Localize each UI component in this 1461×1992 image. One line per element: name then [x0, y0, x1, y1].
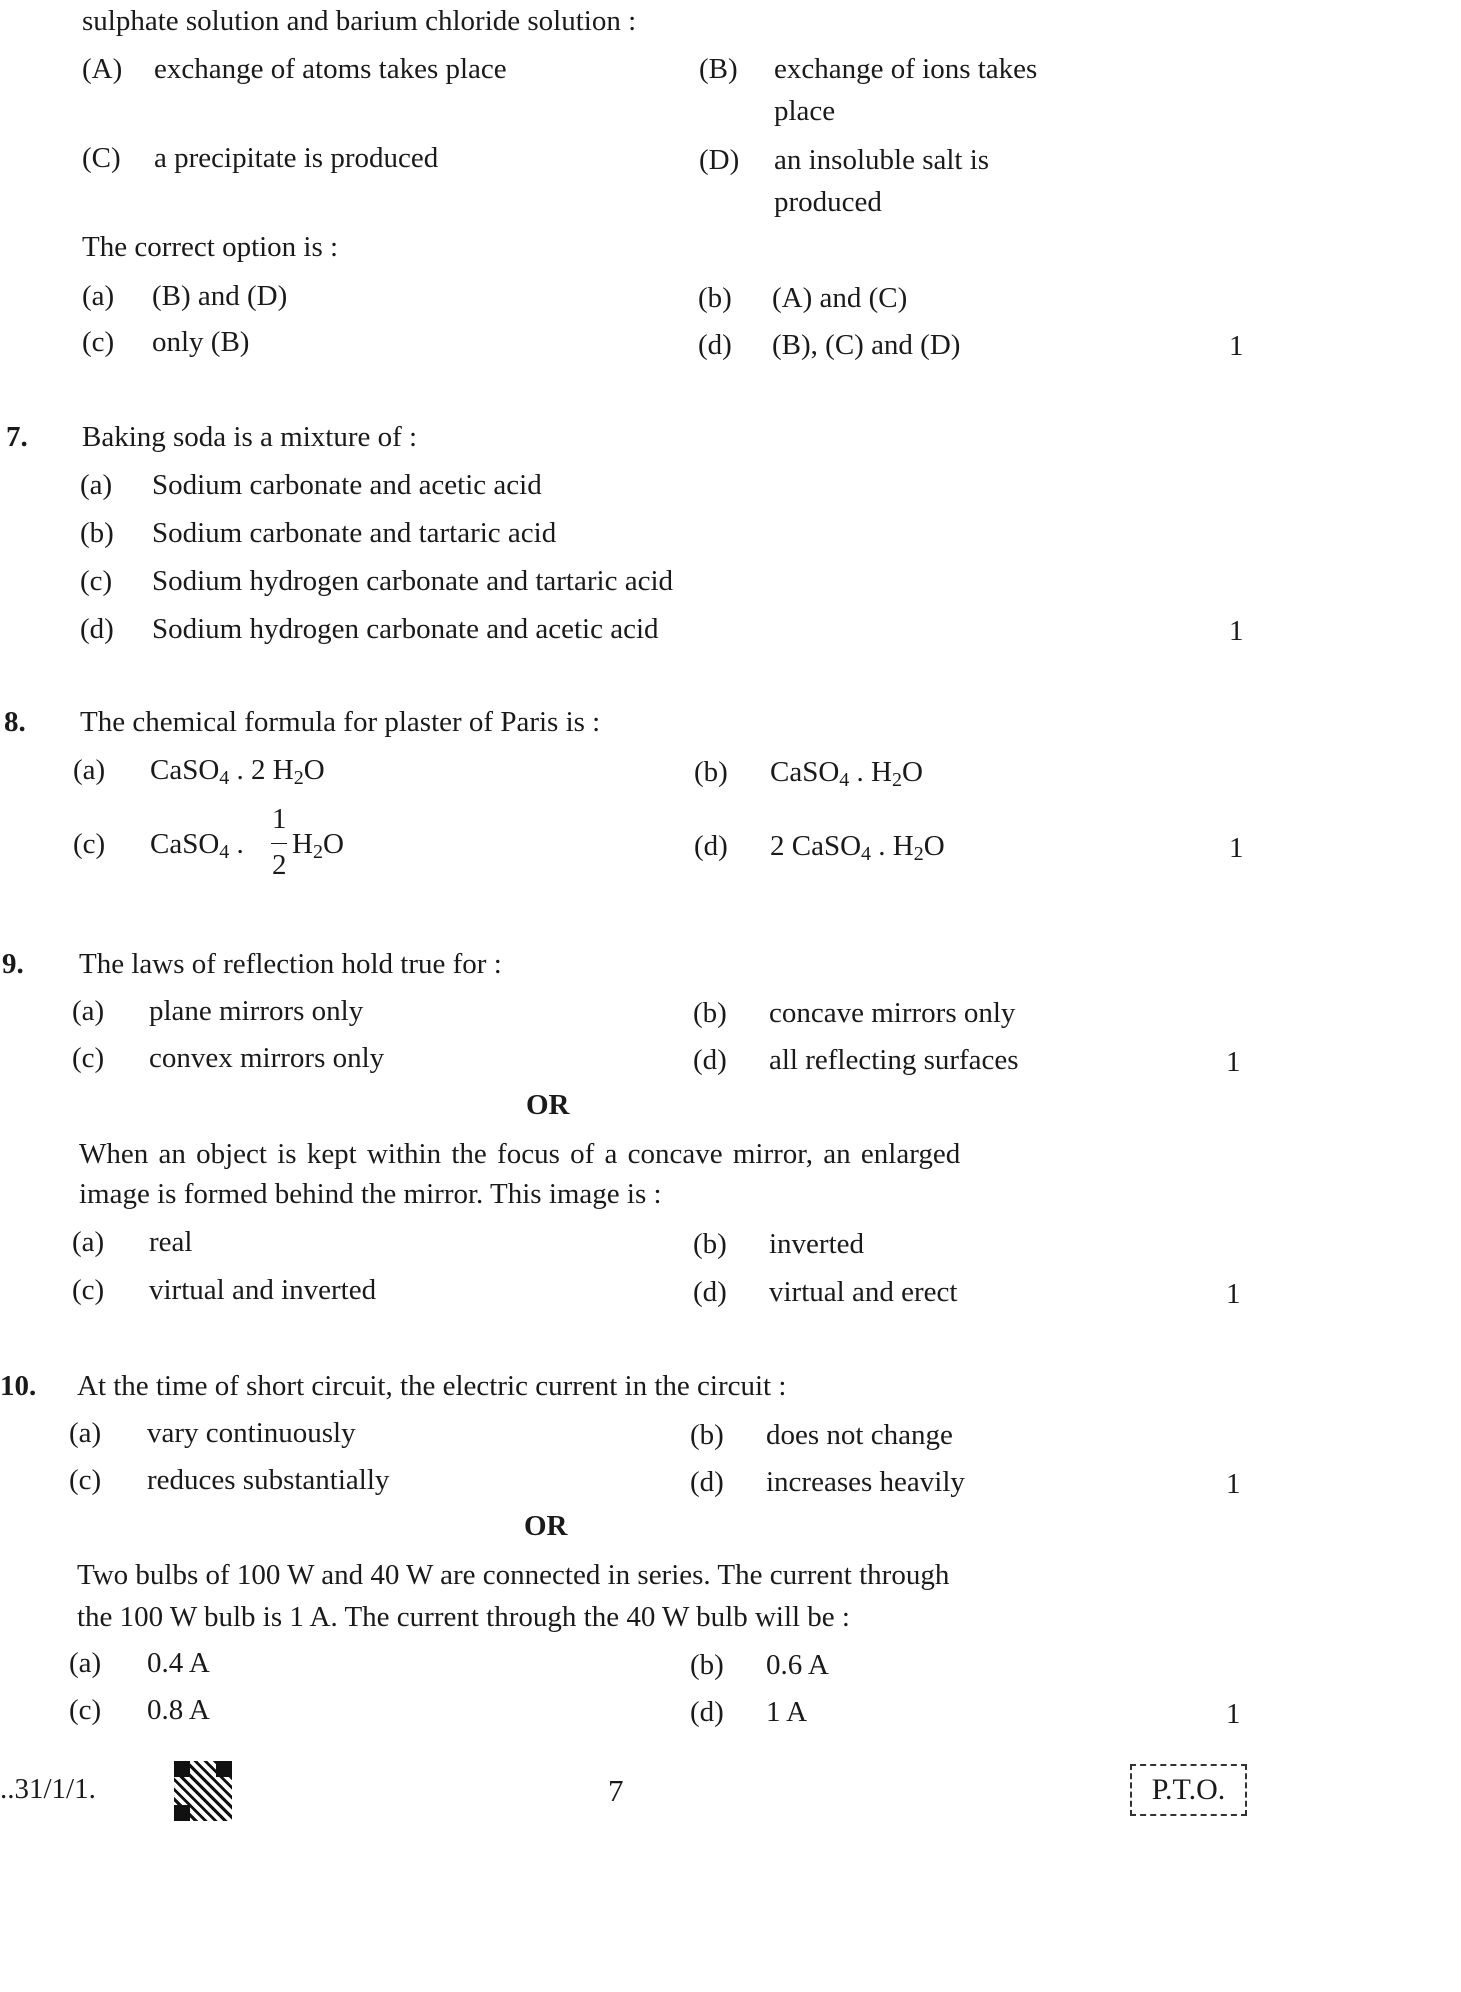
option-label: (d) [690, 1696, 724, 1728]
option-label: (c) [82, 326, 115, 358]
question-stem: The laws of reflection hold true for : [79, 948, 502, 980]
statement-text: a precipitate is produced [154, 142, 439, 174]
option-label: (c) [69, 1694, 102, 1726]
option-label: (b) [690, 1649, 724, 1681]
marks: 1 [1226, 1468, 1241, 1500]
option-text: 0.8 A [147, 1694, 210, 1726]
option-text: does not change [766, 1419, 953, 1451]
marks: 1 [1229, 330, 1244, 362]
option-formula: CaSO$_4$ . 2 $H_2O$ [150, 754, 325, 789]
option-formula: CaSO$_4$ . $H_2O$ [770, 756, 923, 791]
marks: 1 [1226, 1278, 1241, 1310]
statement-label: (A) [82, 53, 123, 85]
statement-label: (D) [699, 144, 740, 176]
question-number: 8. [4, 706, 26, 738]
alt-question-stem: Two bulbs of 100 W and 40 W are connected in series. The current through [77, 1559, 950, 1591]
statement-label: (B) [699, 53, 738, 85]
option-label: (a) [73, 754, 106, 786]
option-formula-tail: $H_2O$ [292, 828, 344, 863]
fraction-bar [271, 843, 287, 844]
alt-question-stem: image is formed behind the mirror. This image is : [79, 1178, 662, 1210]
option-formula: 2 CaSO$_4$ . $H_2O$ [770, 830, 945, 865]
fraction-denominator: 2 [272, 849, 287, 881]
option-text: Sodium hydrogen carbonate and acetic acid [152, 613, 659, 645]
marks: 1 [1229, 832, 1244, 864]
option-text: Sodium carbonate and acetic acid [152, 469, 542, 501]
option-text: virtual and erect [769, 1276, 958, 1308]
question-number: 7. [6, 421, 28, 453]
alt-question-stem: the 100 W bulb is 1 A. The current through the 40 W bulb will be : [77, 1601, 850, 1633]
option-label: (b) [693, 997, 727, 1029]
option-label: (b) [690, 1419, 724, 1451]
statement-text: exchange of atoms takes place [154, 53, 507, 85]
option-label: (d) [694, 830, 728, 862]
option-formula: CaSO$_4$ . [150, 828, 244, 863]
marks: 1 [1226, 1046, 1241, 1078]
option-text: 0.6 A [766, 1649, 829, 1681]
statement-label: (C) [82, 142, 121, 174]
option-text: vary continuously [147, 1417, 356, 1449]
option-text: (A) and (C) [772, 282, 908, 314]
option-text: real [149, 1226, 193, 1258]
alt-question-stem: When an object is kept within the focus of a concave mirror, an enlarged [79, 1138, 961, 1170]
option-text: reduces substantially [147, 1464, 390, 1496]
option-label: (d) [80, 613, 114, 645]
pto-box: P.T.O. [1130, 1764, 1247, 1816]
or-divider: OR [526, 1089, 570, 1121]
question-stem: Baking soda is a mixture of : [82, 421, 418, 453]
question-number: 10. [0, 1370, 37, 1402]
question-prompt: The correct option is : [82, 231, 339, 263]
option-label: (c) [80, 565, 113, 597]
question-number: 9. [2, 948, 24, 980]
option-label: (b) [693, 1228, 727, 1260]
option-text: Sodium carbonate and tartaric acid [152, 517, 557, 549]
option-text: 0.4 A [147, 1647, 210, 1679]
or-divider: OR [524, 1510, 568, 1542]
question-stem: At the time of short circuit, the electric current in the circuit : [77, 1370, 787, 1402]
option-label: (a) [80, 469, 113, 501]
option-text: only (B) [152, 326, 250, 358]
option-label: (b) [80, 517, 114, 549]
option-text: all reflecting surfaces [769, 1044, 1019, 1076]
option-text: inverted [769, 1228, 865, 1260]
option-label: (d) [693, 1044, 727, 1076]
option-label: (d) [690, 1466, 724, 1498]
fraction-numerator: 1 [272, 803, 287, 835]
option-text: increases heavily [766, 1466, 965, 1498]
option-label: (a) [69, 1417, 102, 1449]
option-label: (b) [694, 756, 728, 788]
statement-text: produced [774, 186, 882, 218]
option-label: (d) [693, 1276, 727, 1308]
option-label: (c) [69, 1464, 102, 1496]
question-stem: The chemical formula for plaster of Paris is : [80, 706, 601, 738]
option-text: Sodium hydrogen carbonate and tartaric acid [152, 565, 673, 597]
question-stem: sulphate solution and barium chloride solution : [82, 5, 637, 37]
option-label: (c) [73, 828, 106, 860]
statement-text: an insoluble salt is [774, 144, 990, 176]
marks: 1 [1226, 1698, 1241, 1730]
paper-code: ..31/1/1. [0, 1773, 96, 1805]
statement-text: exchange of ions takes [774, 53, 1038, 85]
option-label: (a) [72, 995, 105, 1027]
statement-text: place [774, 95, 836, 127]
option-text: concave mirrors only [769, 997, 1016, 1029]
option-text: convex mirrors only [149, 1042, 385, 1074]
option-text: (B), (C) and (D) [772, 329, 961, 361]
qr-code-icon [174, 1761, 232, 1821]
option-label: (d) [698, 329, 732, 361]
marks: 1 [1229, 615, 1244, 647]
option-label: (a) [82, 280, 115, 312]
option-label: (b) [698, 282, 732, 314]
option-label: (c) [72, 1274, 105, 1306]
option-text: virtual and inverted [149, 1274, 377, 1306]
option-text: (B) and (D) [152, 280, 288, 312]
page-number: 7 [608, 1773, 624, 1808]
option-text: 1 A [766, 1696, 808, 1728]
option-label: (a) [69, 1647, 102, 1679]
option-text: plane mirrors only [149, 995, 364, 1027]
option-label: (a) [72, 1226, 105, 1258]
option-label: (c) [72, 1042, 105, 1074]
